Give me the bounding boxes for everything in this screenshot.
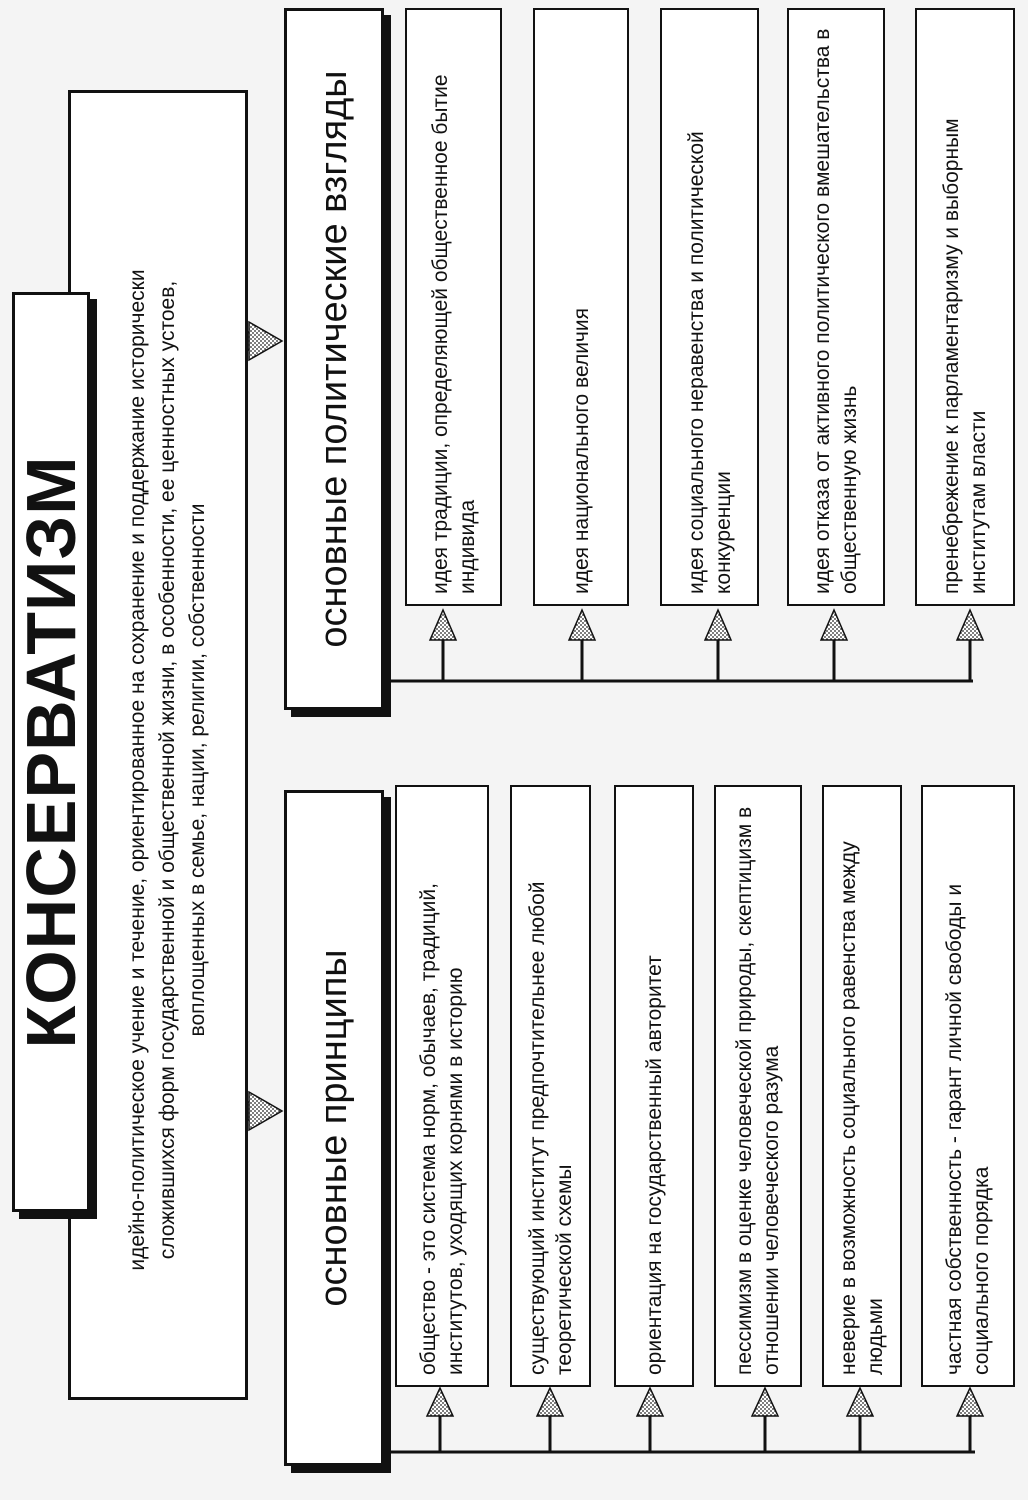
views-item-2: идея национального величия [569,308,593,594]
principles-item-3: ориентация на государственный авторитет [642,955,666,1375]
principles-item-5: неверие в возможность социального равенства между людьми [837,841,887,1375]
definition-text: идейно-политическое учение и течение, ориентированное на сохранение и поддержание исторически сложившихся форм государственной и общественной жизни, в особенности, ее ценностных устоев, воплощенных в семье, нации, религии, собственности [126,269,209,1271]
views-item-3: идея социального неравенства и политической конкуренции [684,131,735,594]
views-item-4: идея отказа от активного политического вмешательства в общественную жизнь [811,28,861,594]
principles-item-6: частная собственность - гарант личной свободы и социального порядка [943,883,993,1375]
views-item-5: пренебрежение к парламентаризму и выборным институтам власти [940,118,990,594]
views-item-1: идея традиции, определяющей общественное бытие индивида [428,74,479,594]
principles-item-2: существующий институт предпочтительнее любой теоретической схемы [525,881,576,1375]
views-arrowheads [430,610,983,640]
views-connector [383,640,973,681]
views-heading: основные политические взгляды [313,70,355,648]
principles-item-4: пессимизм в оценке человеческой природы, скептицизм в отношении человеческого разума [733,806,783,1375]
principles-item-1: общество - это система норм, обычаев, традиций, институтов, уходящих корнями в историю [417,883,467,1375]
principles-connector [383,1416,975,1452]
principles-arrowheads [427,1388,983,1416]
principles-heading: основные принципы [313,949,355,1307]
diagram-title: КОНСЕРВАТИЗМ [12,455,90,1049]
